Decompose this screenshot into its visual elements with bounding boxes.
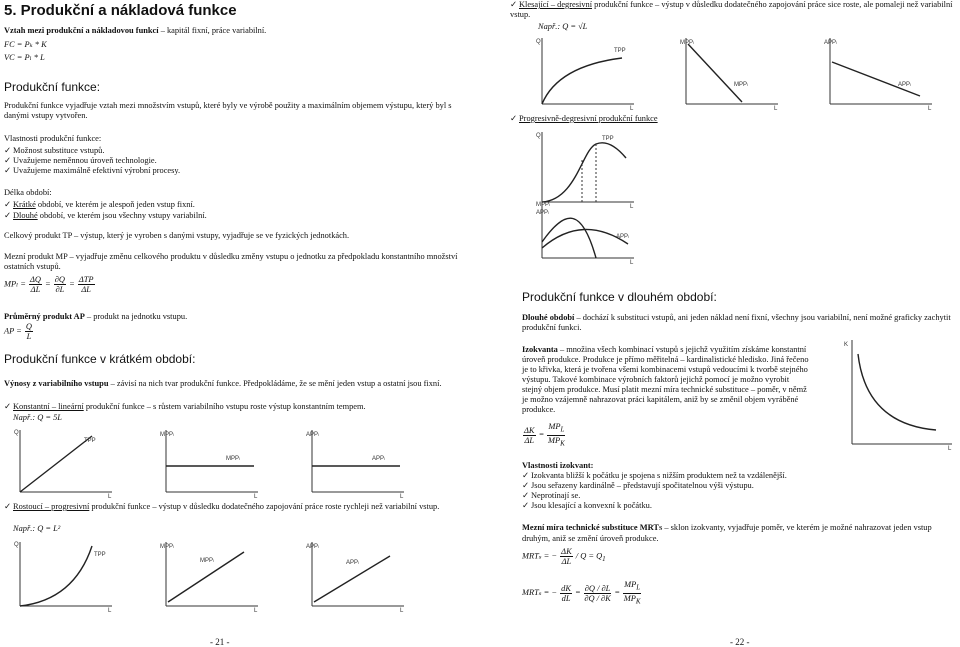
long-run-text: Dlouhé období – dochází k substituci vstupů, ani jeden náklad není fixní, všechny jsou variabilní, není možné graficky zachytit produkční funkci. (522, 313, 951, 332)
prod-heading: Produkční funkce: (4, 80, 101, 94)
long-run-heading: Produkční funkce v dlouhém období: (522, 290, 717, 304)
svg-text:Q: Q (14, 542, 19, 548)
iso-formula: $\frac{\Delta K}{\Delta L}$ = $\frac{MP_L}{MP_K}$ (524, 422, 565, 448)
svg-text:APPₗ: APPₗ (824, 40, 838, 46)
svg-text:APPₗ: APPₗ (346, 560, 360, 566)
props-heading: Vlastnosti produkční funkce: (4, 134, 102, 143)
svg-text:L: L (400, 608, 404, 614)
svg-text:Q: Q (14, 430, 19, 436)
isoquant-text: Izokvanta – množina všech kombinací vstupů s jejichž využitím získáme konstantní úroveň produkce. Produkce je přímo měřitelná – kardinalistické hledisko. Jiná řečeno je to křivka, která je tvořena všemi kombinacemi vstupů vedoucími k tvorbě stejného výstupu. Takové kombinace výrobních faktorů jejichž pomocí je možno vyrobit stejný objem produkce. Musí platit mezní míra technické substituce – poměr, v němž je možno vzájemně nahrazovat práci kapitálem, aniž by se změnil objem vyráběné produkce. (522, 345, 809, 414)
prop-item: ✓ Uvažujeme neměnnou úroveň technologie. (4, 156, 157, 165)
graph-progdeg-mp-ap (536, 198, 636, 264)
iso-prop-item: ✓ Izokvanta bližší k počátku je spojena s nižším produktem než ta vzdálenější. (522, 471, 787, 480)
ap-formula: AP = $\frac{Q}{L}$ (4, 322, 32, 341)
svg-text:APPₗ: APPₗ (306, 432, 320, 438)
period-short: ✓ Krátké období, ve kterém je alespoň jeden vstup fixní. (4, 200, 195, 209)
graph-progdeg-tp (536, 130, 636, 208)
svg-text:L: L (254, 608, 258, 614)
svg-text:MPPₗ: MPPₗ (200, 558, 214, 564)
vc-formula: VC = Pₗ * L (4, 53, 45, 62)
svg-text:MPPₗ: MPPₗ (226, 456, 240, 462)
progressive-example: Např.: Q = L² (13, 524, 61, 533)
sec1-line (4, 26, 266, 36)
prod-definition: Produkční funkce vyjadřuje vztah mezi množstvím vstupů, které byly ve výrobě použity a maximálním objemem výstupu, který byl s danými vstupy vytvořen. (4, 101, 452, 120)
svg-text:TPP: TPP (614, 48, 626, 54)
svg-text:TPP: TPP (94, 552, 106, 558)
sec1-heading: Vztah mezi produkční a nákladovou funkcí (4, 26, 159, 35)
svg-text:TPP: TPP (602, 136, 614, 142)
graph-linear-tp (14, 428, 114, 498)
svg-text:L: L (928, 106, 932, 112)
mp-definition: Mezní produkt MP – vyjadřuje změnu celkového produktu v důsledku změny vstupu o jednotku za předpokladu konstantního množství ostatních vstupů. (4, 252, 458, 271)
graph-progressive-mp (160, 540, 260, 612)
tp-definition: Celkový produkt TP – výstup, který je vyroben s danými vstupy, vyjadřuje se ve fyzických jednotkách. (4, 231, 350, 240)
short-run-text: Výnosy z variabilního vstupu – závisí na nich tvar produkční funkce. Předpokládáme, že se mění jeden vstup a ostatní jsou fixní. (4, 379, 442, 388)
page-number: - 21 - (210, 637, 230, 647)
graph-progressive-tp (14, 540, 114, 612)
svg-text:APPₗ: APPₗ (536, 210, 550, 216)
progressive-desc: ✓ Rostoucí – progresivní produkční funkce – výstup v důsledku dodatečného zapojování práce roste rychleji než variabilní vstup. (4, 502, 440, 511)
linear-desc: ✓ Konstantní – lineární produkční funkce – s růstem variabilního vstupu roste výstup konstantním tempem. (4, 402, 366, 411)
iso-props-heading: Vlastnosti izokvant: (522, 461, 594, 470)
svg-text:L: L (108, 494, 112, 500)
iso-prop-item: ✓ Jsou seřazeny kardinálně – představují spočitatelnou výši výstupu. (522, 481, 754, 490)
iso-prop-item: ✓ Neprotínají se. (522, 491, 581, 500)
ap-definition: Průměrný produkt AP – produkt na jednotku vstupu. (4, 312, 188, 321)
mrts-formula-1: MRTₛ = − $\frac{\Delta K}{\Delta L}$ / $Q = Q_1$ (522, 547, 606, 566)
svg-text:APPₗ: APPₗ (306, 544, 320, 550)
period-long: ✓ Dlouhé období, ve kterém jsou všechny vstupy variabilní. (4, 211, 207, 220)
svg-text:MPPₗ: MPPₗ (734, 82, 748, 88)
svg-text:Q: Q (536, 133, 541, 139)
svg-text:MPPₗ: MPPₗ (160, 544, 174, 550)
svg-text:MPPₗ: MPPₗ (160, 432, 174, 438)
fc-formula: FC = Pₖ * K (4, 40, 47, 49)
graph-linear-mp (160, 428, 260, 498)
chapter-title: 5. Produkční a nákladová funkce (4, 2, 237, 19)
svg-text:L: L (254, 494, 258, 500)
svg-text:APPₗ: APPₗ (898, 82, 912, 88)
svg-text:L: L (630, 204, 634, 210)
sec1-rest: – kapitál fixní, práce variabilní. (158, 26, 267, 35)
page-22 (480, 0, 960, 647)
graph-progressive-ap (306, 540, 406, 612)
degressive-desc: ✓ Klesající – degresivní produkční funkce – výstup v důsledku dodatečného zapojování práce sice roste, ale pomaleji než variabilní vstup. (510, 0, 953, 19)
iso-props-list (522, 471, 787, 511)
graph-linear-ap (306, 428, 406, 498)
period-heading: Délka období: (4, 188, 52, 197)
graph-isoquants (844, 338, 954, 450)
svg-text:APPₗ: APPₗ (372, 456, 386, 462)
mrts-text: Mezní míra technické substituce MRTS – sklon izokvanty, vyjadřuje poměr, ve kterém je možné nahrazovat jeden vstup druhým, aniž se změní úroveň produkce. (522, 523, 932, 543)
svg-text:L: L (400, 494, 404, 500)
degressive-example: Např.: Q = √L (538, 22, 588, 31)
svg-text:K: K (844, 342, 849, 348)
progdeg-desc: ✓ Progresivně-degresivní produkční funkce (510, 114, 658, 123)
svg-text:L: L (630, 106, 634, 112)
svg-text:TPP: TPP (84, 438, 96, 444)
prop-item: ✓ Možnost substituce vstupů. (4, 146, 105, 155)
graph-degressive-mp (680, 36, 780, 110)
page-number: - 22 - (730, 637, 750, 647)
svg-text:Q: Q (536, 39, 541, 45)
linear-example: Např.: Q = 5L (13, 413, 62, 422)
svg-text:L: L (630, 260, 634, 266)
short-run-heading: Produkční funkce v krátkém období: (4, 352, 196, 366)
mp-formula: MPₗ = $\frac{\Delta Q}{\Delta L}$ = $\frac{\partial Q}{\partial L}$ = $\frac{\text{ΔTP}}{\Delta L}$ (4, 275, 94, 294)
svg-text:L: L (108, 608, 112, 614)
svg-text:MPPₗ: MPPₗ (536, 202, 550, 208)
prop-item: ✓ Uvažujeme maximálně efektivní výrobní procesy. (4, 166, 181, 175)
graph-degressive-ap (824, 36, 934, 110)
mrts-formula-2: MRTₛ = − $\frac{dK}{dL}$ = $\frac{\partial Q / \partial L}{\partial Q / \partial K}$ = $\frac{MP_L}{MP_K}$ (522, 580, 641, 606)
iso-prop-item: ✓ Jsou klesající a konvexní k počátku. (522, 501, 652, 510)
svg-text:MPPₗ: MPPₗ (680, 40, 694, 46)
graph-degressive-tp (536, 36, 636, 110)
props-list (4, 146, 180, 176)
svg-text:APPₗ: APPₗ (616, 234, 630, 240)
svg-text:L: L (774, 106, 778, 112)
svg-text:L: L (948, 446, 952, 452)
